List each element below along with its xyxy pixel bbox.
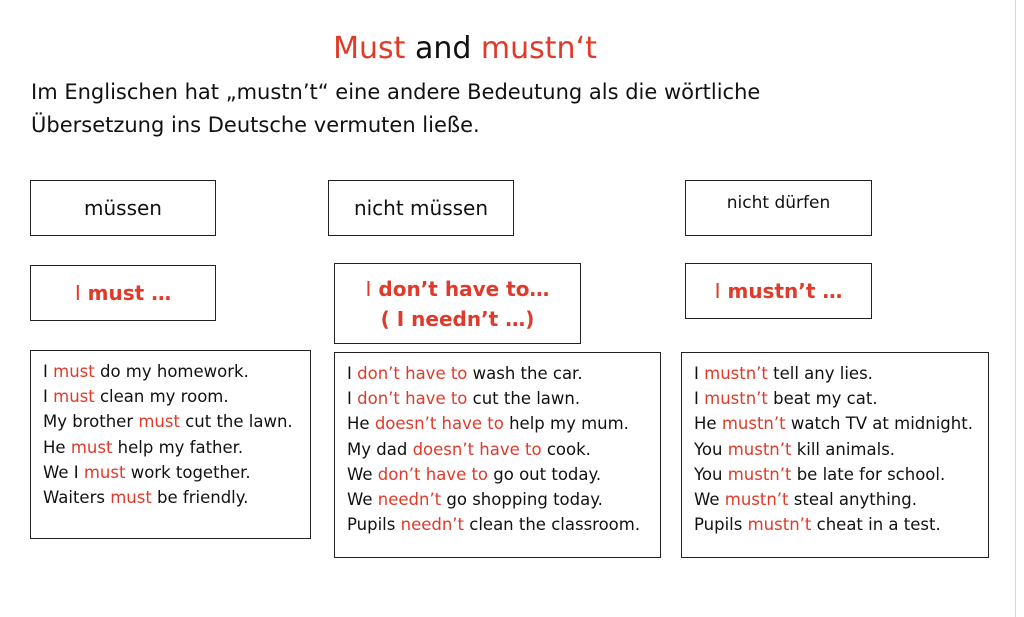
example-sentence	[694, 361, 988, 386]
example-rest: clean my room.	[94, 387, 229, 407]
pattern-must: I must …	[74, 281, 172, 305]
example-sentence	[347, 361, 660, 386]
label-nicht-duerfen-box	[685, 180, 872, 236]
example-subject: He	[43, 437, 71, 457]
example-rest: be friendly.	[151, 488, 249, 508]
example-subject: You	[694, 439, 728, 459]
example-subject: Pupils	[347, 515, 401, 535]
example-modal: must	[53, 362, 95, 381]
example-modal: must	[53, 387, 95, 407]
example-rest: clean the classroom.	[464, 515, 641, 535]
example-rest: kill animals.	[791, 439, 896, 459]
title-must: Must	[333, 31, 406, 66]
example-modal: mustn’t	[727, 464, 792, 484]
example-subject: We	[347, 464, 378, 484]
intro-line-1: Im Englischen hat „mustn’t“ eine andere Bedeutung als die wörtliche	[31, 80, 761, 104]
example-sentence	[694, 437, 988, 462]
example-rest: do my homework.	[94, 362, 249, 381]
example-subject: My brother	[43, 412, 139, 432]
example-modal: mustn’t	[721, 414, 786, 434]
example-subject: I	[694, 389, 705, 409]
examples-must-box	[30, 350, 311, 539]
example-subject: We	[347, 490, 378, 510]
example-rest: go shopping today.	[441, 490, 603, 510]
example-modal: must	[70, 437, 113, 457]
example-sentence	[347, 386, 660, 411]
example-modal: doesn’t have to	[374, 414, 504, 434]
example-subject: You	[694, 464, 728, 484]
example-sentence	[347, 462, 660, 487]
example-modal: mustn’t	[727, 439, 792, 459]
title-mustnt: mustn‘t	[480, 31, 597, 66]
example-sentence	[694, 462, 988, 487]
example-subject: I	[694, 364, 705, 383]
example-sentence	[347, 437, 660, 462]
example-sentence	[347, 487, 660, 512]
example-sentence	[694, 386, 988, 411]
example-rest: cut the lawn.	[467, 389, 581, 409]
example-sentence	[43, 384, 310, 409]
example-modal: needn’t	[400, 515, 465, 535]
example-subject: Pupils	[694, 515, 748, 535]
example-sentence	[347, 411, 660, 436]
example-modal: must	[83, 462, 126, 482]
example-sentence	[694, 512, 988, 537]
title-and: and	[405, 31, 481, 66]
example-subject: We	[694, 490, 725, 510]
example-rest: help my father.	[112, 437, 244, 457]
example-modal: don’t have to	[377, 464, 489, 484]
example-modal: doesn’t have to	[412, 439, 542, 459]
label-muessen: müssen	[84, 196, 162, 220]
example-sentence	[43, 359, 310, 384]
example-rest: tell any lies.	[767, 364, 873, 383]
example-subject: Waiters	[43, 488, 111, 508]
pattern-neednt: ( I needn’t …)	[380, 306, 535, 331]
example-subject: I	[347, 389, 358, 409]
example-subject: My dad	[347, 439, 413, 459]
pattern-must-box	[30, 265, 216, 321]
example-rest: cheat in a test.	[811, 515, 941, 535]
example-sentence	[43, 435, 310, 460]
example-rest: watch TV at midnight.	[785, 414, 973, 434]
example-sentence	[43, 409, 310, 434]
example-modal: mustn’t	[704, 364, 768, 383]
example-subject: I	[347, 364, 358, 383]
example-rest: be late for school.	[791, 464, 946, 484]
intro-line-2: Übersetzung ins Deutsche vermuten ließe.	[31, 113, 480, 137]
example-rest: work together.	[125, 462, 251, 482]
example-sentence	[43, 460, 310, 485]
example-modal: must	[110, 488, 152, 508]
example-subject: I	[43, 387, 54, 407]
example-rest: go out today.	[488, 464, 602, 484]
label-nicht-muessen: nicht müssen	[353, 196, 489, 220]
pattern-dont-have-to-box	[334, 263, 581, 344]
example-rest: beat my cat.	[767, 389, 878, 409]
example-rest: wash the car.	[467, 364, 583, 383]
example-subject: He	[347, 414, 375, 434]
example-modal: don’t have to	[357, 364, 468, 383]
label-muessen-box	[30, 180, 216, 236]
label-nicht-duerfen: nicht dürfen	[726, 193, 831, 213]
example-modal: mustn’t	[704, 389, 768, 409]
pattern-mustnt: I mustn’t …	[714, 279, 843, 303]
example-modal: must	[138, 412, 180, 432]
example-modal: don’t have to	[357, 389, 468, 409]
label-nicht-muessen-box	[328, 180, 514, 236]
example-modal: mustn’t	[724, 490, 789, 510]
example-rest: cook.	[541, 439, 591, 459]
example-subject: We I	[43, 462, 84, 482]
examples-dont-have-to-box	[334, 352, 661, 558]
examples-mustnt-box	[681, 352, 989, 558]
page-edge-line	[1015, 0, 1016, 617]
example-rest: steal anything.	[788, 490, 917, 510]
example-rest: help my mum.	[503, 414, 629, 434]
example-modal: mustn’t	[747, 515, 812, 535]
example-rest: cut the lawn.	[179, 412, 293, 432]
pattern-dont-have-to: I don’t have to…	[365, 276, 550, 301]
example-sentence	[694, 487, 988, 512]
example-sentence	[43, 485, 310, 510]
pattern-mustnt-box	[685, 263, 872, 319]
example-subject: I	[43, 362, 54, 381]
intro-text	[31, 76, 931, 142]
example-subject: He	[694, 414, 722, 434]
example-modal: needn’t	[377, 490, 442, 510]
page-title	[0, 29, 930, 69]
example-sentence	[694, 411, 988, 436]
example-sentence	[347, 512, 660, 537]
